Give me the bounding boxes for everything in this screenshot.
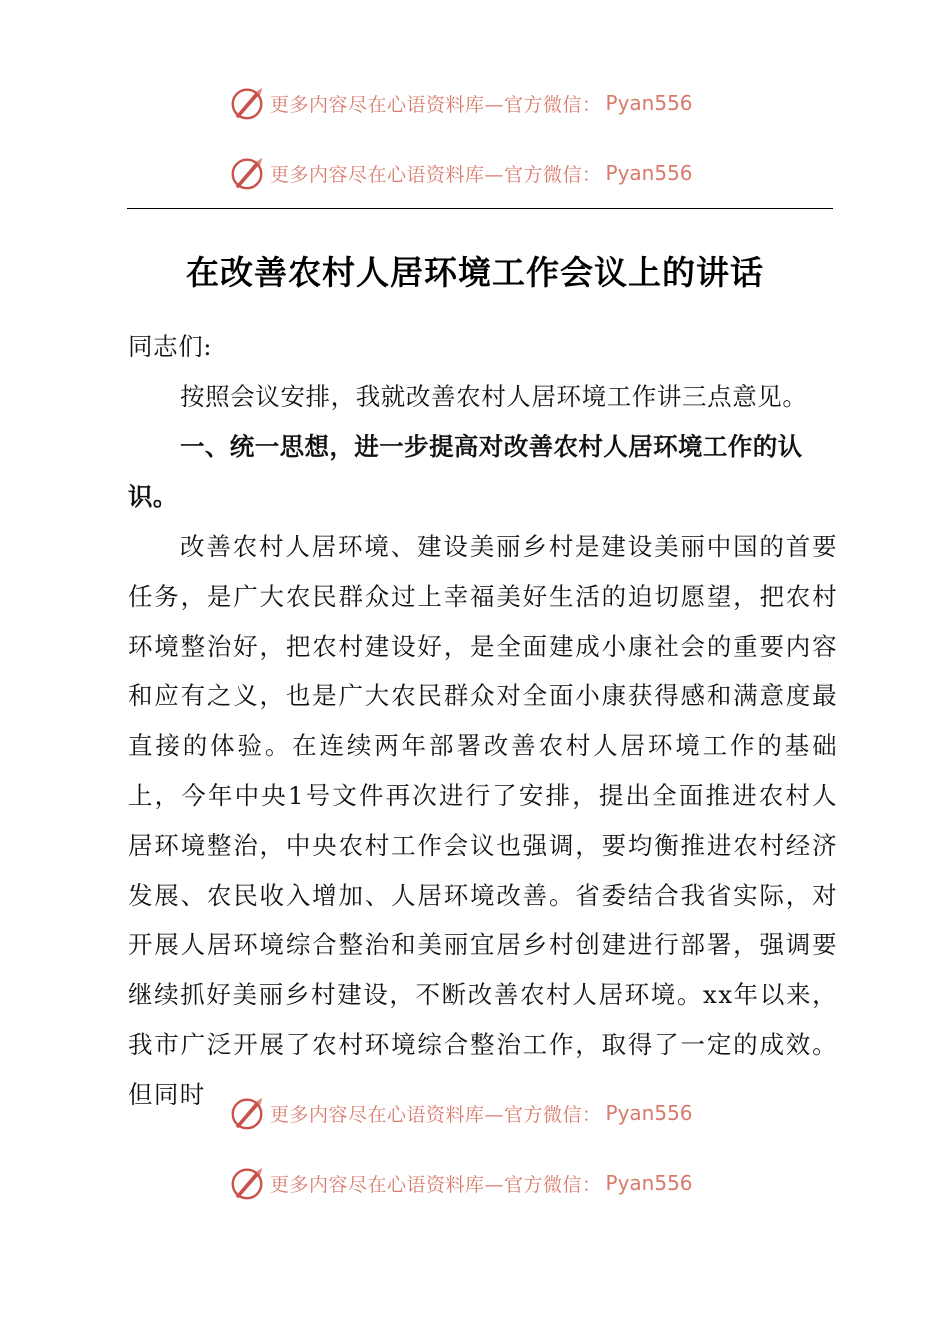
quill-pen-logo-icon [228,84,266,122]
banner-text: 更多内容尽在心语资料库—官方微信： [270,163,602,186]
watermark-banner [228,153,728,193]
header-divider [127,208,833,209]
banner-wechat-id: Pyan556 [605,1171,693,1195]
document-title: 在改善农村人居环境工作会议上的讲话 [186,253,764,292]
banner-text: 更多内容尽在心语资料库—官方微信： [270,1173,602,1196]
watermark-banner [228,83,728,123]
quill-pen-logo-icon [228,154,266,192]
banner-wechat-id: Pyan556 [605,91,693,115]
banner-wechat-id: Pyan556 [605,161,693,185]
quill-pen-logo-icon [228,1094,266,1132]
quill-pen-logo-icon [228,1164,266,1202]
watermark-banner [228,1093,728,1133]
section-heading-1: 一、统一思想，进一步提高对改善农村人居环境工作的认识。 [128,432,803,511]
body-paragraph-1: 改善农村人居环境、建设美丽乡村是建设美丽中国的首要任务，是广大农民群众过上幸福美好生活的迫切愿望，把农村环境整治好，把农村建设好，是全面建成小康社会的重要内容和应有之义，也是广大农民群众对全面小康获得感和满意度最直接的体验。在连续两年部署改善农村人居环境工作的基础上，今年中央1号文件再次进行了安排，提出全面推进农村人居环境整治，中央农村工作会议也强调，要均衡推进农村经济发展、农民收入增加、人居环境改善。省委结合我省实际，对开展人居环境综合整治和美丽宜居乡村创建进行部署，强调要继续抓好美丽乡村建设，不断改善农村人居环境。xx年以来，我市广泛开展了农村环境综合整治工作，取得了一定的成效。但同时 [128,532,838,1109]
salutation: 同志们: [128,332,213,361]
banner-text: 更多内容尽在心语资料库—官方微信： [270,1103,602,1126]
banner-wechat-id: Pyan556 [605,1101,693,1125]
watermark-banner [228,1163,728,1203]
banner-text: 更多内容尽在心语资料库—官方微信： [270,93,602,116]
intro-paragraph: 按照会议安排，我就改善农村人居环境工作讲三点意见。 [180,382,808,411]
